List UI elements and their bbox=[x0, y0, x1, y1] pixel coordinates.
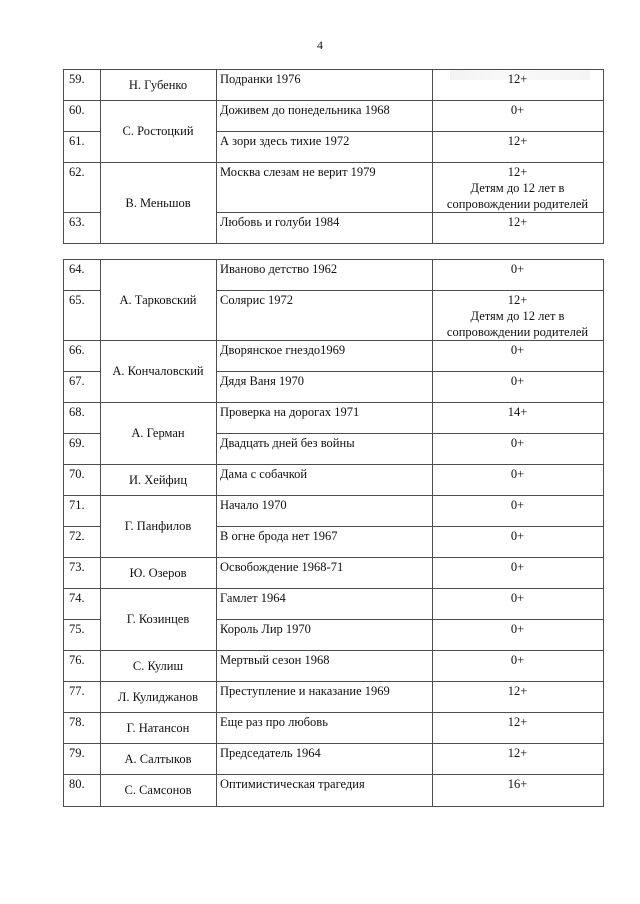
age-rating: 12+ bbox=[507, 72, 528, 86]
age-rating: 14+ bbox=[507, 405, 528, 419]
table-rule-horizontal bbox=[63, 162, 604, 163]
director-name: Ю. Озеров bbox=[129, 566, 187, 580]
film-title: Гамлет 1964 bbox=[220, 591, 286, 605]
age-rating: 0+ bbox=[510, 498, 525, 512]
film-title: Дядя Ваня 1970 bbox=[220, 374, 304, 388]
film-title: Дворянское гнездо1969 bbox=[220, 343, 346, 357]
table-rule-horizontal bbox=[216, 526, 604, 527]
film-title: Начало 1970 bbox=[220, 498, 287, 512]
director-name: С. Ростоцкий bbox=[122, 124, 194, 138]
film-title: Двадцать дней без войны bbox=[220, 436, 355, 450]
film-title: Доживем до понедельника 1968 bbox=[220, 103, 390, 117]
director-name: Л. Кулиджанов bbox=[117, 690, 199, 704]
row-number: 79. bbox=[69, 746, 85, 760]
table-rule-horizontal bbox=[63, 526, 101, 527]
director-name: Г. Натансон bbox=[126, 721, 190, 735]
film-title: Преступление и наказание 1969 bbox=[220, 684, 390, 698]
page-number: 4 bbox=[317, 38, 323, 52]
age-rating: 0+ bbox=[510, 467, 525, 481]
rating-note: сопровождении родителей bbox=[446, 197, 589, 211]
row-number: 71. bbox=[69, 498, 85, 512]
table-rule-horizontal bbox=[63, 464, 604, 465]
table-rule-horizontal bbox=[63, 774, 604, 775]
age-rating: 0+ bbox=[510, 622, 525, 636]
table-rule-horizontal bbox=[63, 588, 604, 589]
table-rule-horizontal bbox=[63, 557, 604, 558]
table-rule-horizontal bbox=[216, 212, 604, 213]
table-rule-horizontal bbox=[63, 619, 101, 620]
row-number: 73. bbox=[69, 560, 85, 574]
film-title: Дама с собачкой bbox=[220, 467, 308, 481]
row-number: 61. bbox=[69, 134, 85, 148]
director-name: Г. Панфилов bbox=[124, 519, 192, 533]
age-rating: 12+ bbox=[507, 715, 528, 729]
row-number: 68. bbox=[69, 405, 85, 419]
film-title: Иваново детство 1962 bbox=[220, 262, 338, 276]
film-title: Любовь и голуби 1984 bbox=[220, 215, 340, 229]
director-name: А. Тарковский bbox=[119, 293, 197, 307]
film-title: Солярис 1972 bbox=[220, 293, 294, 307]
age-rating: 16+ bbox=[507, 777, 528, 791]
table-rule-horizontal bbox=[63, 371, 101, 372]
table-rule-horizontal bbox=[63, 806, 604, 807]
row-number: 77. bbox=[69, 684, 85, 698]
table-rule-horizontal bbox=[63, 131, 101, 132]
age-rating: 0+ bbox=[510, 343, 525, 357]
age-rating: 12+ bbox=[507, 293, 528, 307]
table-rule-horizontal bbox=[63, 340, 604, 341]
film-title: Проверка на дорогах 1971 bbox=[220, 405, 360, 419]
table-rule-horizontal bbox=[63, 259, 604, 260]
row-number: 70. bbox=[69, 467, 85, 481]
table-rule-horizontal bbox=[63, 681, 604, 682]
row-number: 80. bbox=[69, 777, 85, 791]
row-number: 63. bbox=[69, 215, 85, 229]
director-name: А. Кончаловский bbox=[112, 364, 204, 378]
director-name: Н. Губенко bbox=[128, 78, 188, 92]
director-name: В. Меньшов bbox=[125, 196, 191, 210]
row-number: 62. bbox=[69, 165, 85, 179]
age-rating: 0+ bbox=[510, 103, 525, 117]
director-name: С. Самсонов bbox=[124, 783, 192, 797]
director-name: С. Кулиш bbox=[132, 659, 184, 673]
age-rating: 12+ bbox=[507, 746, 528, 760]
table-rule-vertical bbox=[603, 69, 604, 244]
director-name: И. Хейфиц bbox=[128, 473, 188, 487]
row-number: 65. bbox=[69, 293, 85, 307]
film-title: Председатель 1964 bbox=[220, 746, 321, 760]
age-rating: 12+ bbox=[507, 215, 528, 229]
age-rating: 0+ bbox=[510, 560, 525, 574]
row-number: 64. bbox=[69, 262, 85, 276]
film-title: Мертвый сезон 1968 bbox=[220, 653, 330, 667]
table-rule-vertical bbox=[603, 259, 604, 807]
table-rule-horizontal bbox=[63, 650, 604, 651]
age-rating: 0+ bbox=[510, 529, 525, 543]
table-rule-horizontal bbox=[63, 712, 604, 713]
row-number: 78. bbox=[69, 715, 85, 729]
row-number: 60. bbox=[69, 103, 85, 117]
table-rule-horizontal bbox=[63, 243, 604, 244]
age-rating: 12+ bbox=[507, 134, 528, 148]
table-rule-horizontal bbox=[63, 290, 101, 291]
director-name: А. Салтыков bbox=[124, 752, 192, 766]
film-title: Еще раз про любовь bbox=[220, 715, 328, 729]
table-rule-horizontal bbox=[63, 212, 101, 213]
age-rating: 12+ bbox=[507, 684, 528, 698]
film-title: Оптимистическая трагедия bbox=[220, 777, 365, 791]
row-number: 75. bbox=[69, 622, 85, 636]
rating-note: Детям до 12 лет в bbox=[470, 309, 565, 323]
film-title: В огне брода нет 1967 bbox=[220, 529, 338, 543]
film-title: Освобождение 1968-71 bbox=[220, 560, 344, 574]
film-title: А зори здесь тихие 1972 bbox=[220, 134, 350, 148]
table-rule-horizontal bbox=[63, 69, 604, 70]
age-rating: 0+ bbox=[510, 262, 525, 276]
table-rule-horizontal bbox=[216, 619, 604, 620]
director-name: Г. Козинцев bbox=[126, 612, 190, 626]
age-rating: 0+ bbox=[510, 436, 525, 450]
table-rule-horizontal bbox=[216, 371, 604, 372]
film-title: Подранки 1976 bbox=[220, 72, 301, 86]
age-rating: 0+ bbox=[510, 653, 525, 667]
rating-note: сопровождении родителей bbox=[446, 325, 589, 339]
table-rule-horizontal bbox=[63, 402, 604, 403]
director-name: А. Герман bbox=[131, 426, 185, 440]
row-number: 59. bbox=[69, 72, 85, 86]
table-rule-horizontal bbox=[216, 433, 604, 434]
row-number: 66. bbox=[69, 343, 85, 357]
row-number: 67. bbox=[69, 374, 85, 388]
age-rating: 0+ bbox=[510, 374, 525, 388]
row-number: 69. bbox=[69, 436, 85, 450]
film-title: Москва слезам не верит 1979 bbox=[220, 165, 376, 179]
table-rule-horizontal bbox=[63, 100, 604, 101]
table-rule-horizontal bbox=[63, 495, 604, 496]
rating-note: Детям до 12 лет в bbox=[470, 181, 565, 195]
table-rule-horizontal bbox=[63, 743, 604, 744]
film-title: Король Лир 1970 bbox=[220, 622, 311, 636]
age-rating: 0+ bbox=[510, 591, 525, 605]
table-rule-horizontal bbox=[216, 131, 604, 132]
table-rule-horizontal bbox=[216, 290, 604, 291]
row-number: 76. bbox=[69, 653, 85, 667]
table-rule-horizontal bbox=[63, 433, 101, 434]
age-rating: 12+ bbox=[507, 165, 528, 179]
row-number: 72. bbox=[69, 529, 85, 543]
row-number: 74. bbox=[69, 591, 85, 605]
